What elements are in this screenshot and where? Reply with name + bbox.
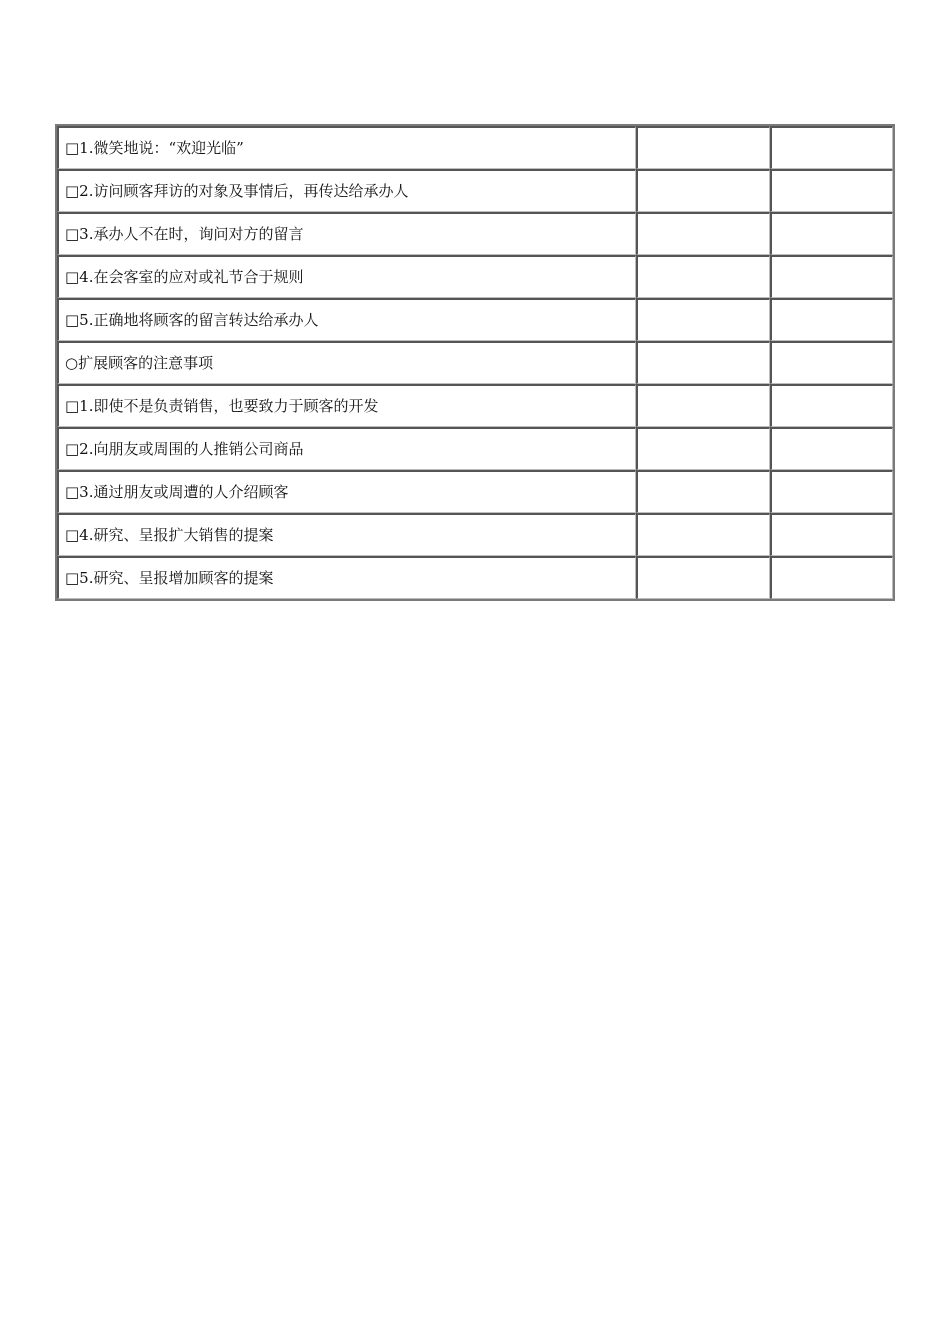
check-cell: [636, 427, 770, 470]
table-row: [57, 212, 893, 255]
check-cell: [636, 169, 770, 212]
check-cell: [636, 384, 770, 427]
check-cell: [636, 513, 770, 556]
checklist-item: □4.研究、呈报扩大销售的提案: [57, 513, 636, 556]
table-row: [57, 255, 893, 298]
table-row: [57, 427, 893, 470]
check-cell: [770, 298, 893, 341]
check-cell: [636, 126, 770, 169]
table-row: [57, 169, 893, 212]
table-row: [57, 556, 893, 599]
checklist-item: □3.承办人不在时，询问对方的留言: [57, 212, 636, 255]
check-cell: [636, 255, 770, 298]
check-cell: [770, 384, 893, 427]
table-row: [57, 298, 893, 341]
check-cell: [636, 556, 770, 599]
checklist-item: □1.微笑地说：“欢迎光临”: [57, 126, 636, 169]
check-cell: [770, 556, 893, 599]
check-cell: [770, 212, 893, 255]
check-cell: [770, 255, 893, 298]
section-heading: ○扩展顾客的注意事项: [57, 341, 636, 384]
check-cell: [770, 169, 893, 212]
check-cell: [770, 341, 893, 384]
check-cell: [636, 470, 770, 513]
check-cell: [770, 513, 893, 556]
checklist-body: [57, 126, 893, 599]
table-row: [57, 513, 893, 556]
checklist-item: □5.正确地将顾客的留言转达给承办人: [57, 298, 636, 341]
checklist-item: □3.通过朋友或周遭的人介绍顾客: [57, 470, 636, 513]
check-cell: [770, 470, 893, 513]
checklist-item: □2.向朋友或周围的人推销公司商品: [57, 427, 636, 470]
checklist-item: □4.在会客室的应对或礼节合于规则: [57, 255, 636, 298]
checklist-item: □1.即使不是负责销售，也要致力于顾客的开发: [57, 384, 636, 427]
checklist-item: □2.访问顾客拜访的对象及事情后，再传达给承办人: [57, 169, 636, 212]
table-row: [57, 470, 893, 513]
check-cell: [636, 212, 770, 255]
checklist-item: □5.研究、呈报增加顾客的提案: [57, 556, 636, 599]
table-row: [57, 384, 893, 427]
check-cell: [770, 126, 893, 169]
table-row: [57, 126, 893, 169]
checklist-table: [55, 124, 895, 601]
table-row: [57, 341, 893, 384]
check-cell: [636, 298, 770, 341]
check-cell: [636, 341, 770, 384]
check-cell: [770, 427, 893, 470]
